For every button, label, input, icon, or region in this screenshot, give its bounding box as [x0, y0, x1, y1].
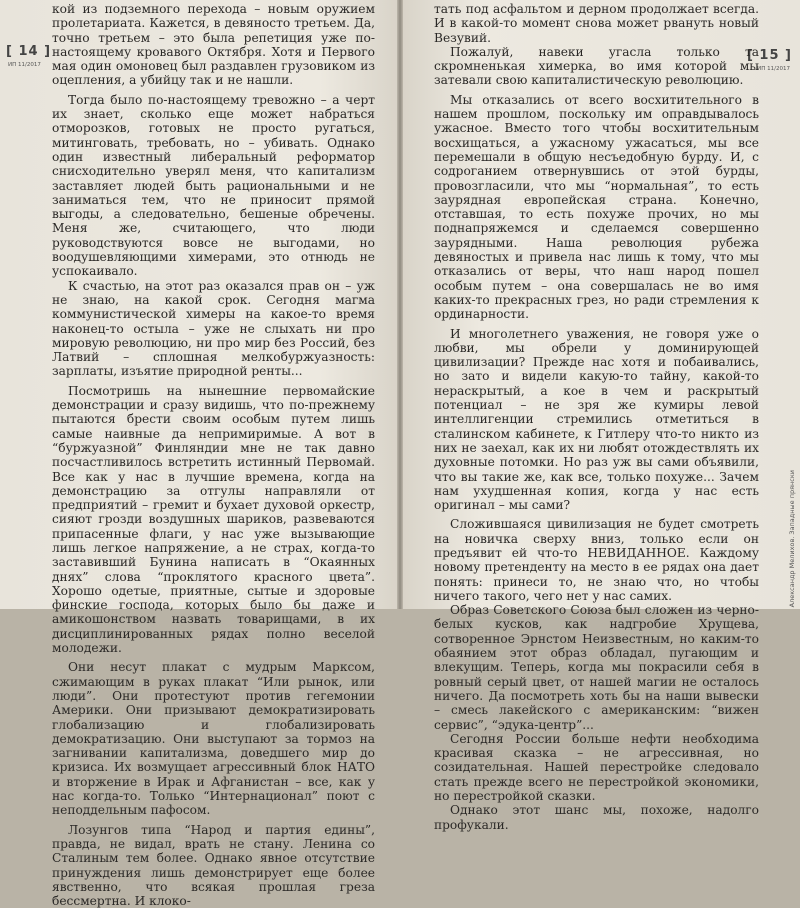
issue-label-right: ИП 11/2017 [757, 66, 790, 72]
left-page-text [52, 2, 375, 908]
paragraph: Лозунгов типа “Народ и партия едины”, правда, не видал, врать не стану. Ленина со Сталиным тем более. Однако явное отсутствие принуждения лишь демонстрирует еще более явственно, что всякая прошлая греза бессмертна. И клоко- [52, 822, 375, 908]
paragraph: кой из подземного перехода – новым оружием пролетариата. Кажется, в девяносто третьем. Да, точно третьем – это была репетиция уже по-настоящему кровавого Октября. Хотя и Первого мая один омоновец был раздавлен грузовиком из оцепления, а убийцу так и не нашли. [52, 2, 375, 88]
paragraph: Пожалуй, навеки угасла только та скромненькая химерка, во имя которой мы затевали свою капиталистическую революцию. [434, 44, 759, 88]
issue-label-left: ИП 11/2017 [8, 62, 41, 68]
right-page [400, 0, 800, 832]
paragraph: К счастью, на этот раз оказался прав он – уж не знаю, на какой срок. Сегодня магма коммунистической химеры на какое-то время наконец-то остыла – уже не слыхать ни про мировую революцию, ни про мир без Россий, без Латвий – сплошная мелкобуржуазность: зарплаты, изъятие природной ренты... [52, 278, 375, 379]
paragraph: Сложившаяся цивилизация не будет смотреть на новичка сверху вниз, только если он предъявит ей что-то НЕВИДАННОЕ. Каждому новому претенденту на место в ее рядах она дает понять: принеси то, не знаю что, но чтобы ничего такого, чего нет у нас самих. [434, 517, 759, 603]
running-head: Александр Мелихов. Западные прянски [788, 470, 796, 608]
right-page-text [434, 2, 759, 832]
paragraph: Сегодня России больше нефти необходима красивая сказка – не агрессивная, но созидательная. Нашей перестройке следовало стать прежде всего не перестройкой экономики, но перестройкой сказки. [434, 731, 759, 804]
paragraph: Однако этот шанс мы, похоже, надолго профукали. [434, 803, 759, 832]
paragraph: Мы отказались от всего восхитительного в нашем прошлом, поскольку им оправдывалось ужасное. Вместо того чтобы восхитительным восхищаться, а ужасному ужасаться, мы все перемешали в общую несъедобную бурду. И, с содроганием отвернувшись от этой бурды, провозгласили, что мы “нормальная”, то есть заурядная европейская страна. Конечно, отставшая, то есть похуже прочих, но мы поднапряжемся и сделаемся совершенно заурядными. Наша революция рубежа девяностых и привела нас лишь к тому, что мы отказались от веры, что наш народ пошел особым путем – она совершалась не во имя каких-то прекрасных грез, но ради стремления к ординарности. [434, 92, 759, 322]
paragraph: Тогда было по-настоящему тревожно – а черт их знает, сколько еще может набраться отморозков, готовых не просто ругаться, митинговать, требовать, но – убивать. Однако один известный либеральный реформатор снисходительно уверял меня, что капитализм заставляет людей быть рациональными и не заниматься тем, что не приносит прямой выгоды, а следовательно, бешеные обречены. Меня же, считающего, что люди руководствуются вовсе не выгодами, но воодушевляющими химерами, это отнюдь не успокаивало. [52, 92, 375, 279]
page-number-left: [ 14 ] [6, 44, 52, 59]
paragraph: Они несут плакат с мудрым Марксом, сжимающим в руках плакат “Или рынок, или люди”. Они протестуют против гегемонии Америки. Они призывают демократизировать глобализацию и глобализировать демократизацию. Они выступают за тормоз на загнивании капитализма, доведшего мир до кризиса. Их возмущает агрессивный блок НАТО и вторжение в Ирак и Афганистан – все, как у нас когда-то. Только “Интернационал” поют с неподдельным пафосом. [52, 660, 375, 818]
paragraph: тать под асфальтом и дерном продолжает всегда. И в какой-то момент снова может рвануть новый Везувий. [434, 2, 759, 45]
page-number-right: [ 15 ] [746, 48, 792, 63]
book-gutter [397, 0, 403, 609]
paragraph: И многолетнего уважения, не говоря уже о любви, мы обрели у доминирующей цивилизации? Прежде нас хотя и побаивались, но зато и видели какую-то тайну, какой-то нераскрытый, а кое в чем и раскрытый потенциал – не зря же кумиры левой интеллигенции стремились отметиться в сталинском кабинете, к Гитлеру что-то никто из них не заехал, как их ни любят отождествлять их духовные потомки. Но раз уж вы сами объявили, что вы такие же, как все, только похуже... Зачем нам ухудшенная копия, когда у нас есть оригинал – мы сами? [434, 326, 759, 513]
paragraph: Посмотришь на нынешние первомайские демонстрации и сразу видишь, что по-прежнему пытаются брести своим особым путем лишь самые наивные да непримиримые. А вот в “буржуазной” Финляндии мне не так давно посчастливилось встретить истинный Первомай. Все как у нас в лучшие времена, когда на демонстрацию за отгулы направляли от предприятий – гремит и бухает духовой оркестр, сияют грозди воздушных шариков, развеваются припасенные флаги, у нас уже вызывающие лишь легкое напряжение, а не страх, когда-то заставивший Бунина написать в “Окаянных днях” слова “проклятого красного цвета”. Хорошо одетые, приятные, сытые и здоровые финские господа, которых было бы даже и амикошонством назвать товарищами, в их дисциплинированных рядах полно веселой молодежи. [52, 383, 375, 656]
paragraph: Образ Советского Союза был сложен из черно-белых кусков, как надгробие Хрущева, сотворенное Эрнстом Неизвестным, но каким-то обаянием этот образ обладал, пугающим и влекущим. Теперь, когда мы покрасили себя в ровный серый цвет, от нашей магии не осталось ничего. Да посмотреть хоть бы на наши вывески – смесь лакейского с американским: “вижен сервис”, “эдука-центр”... [434, 603, 759, 732]
